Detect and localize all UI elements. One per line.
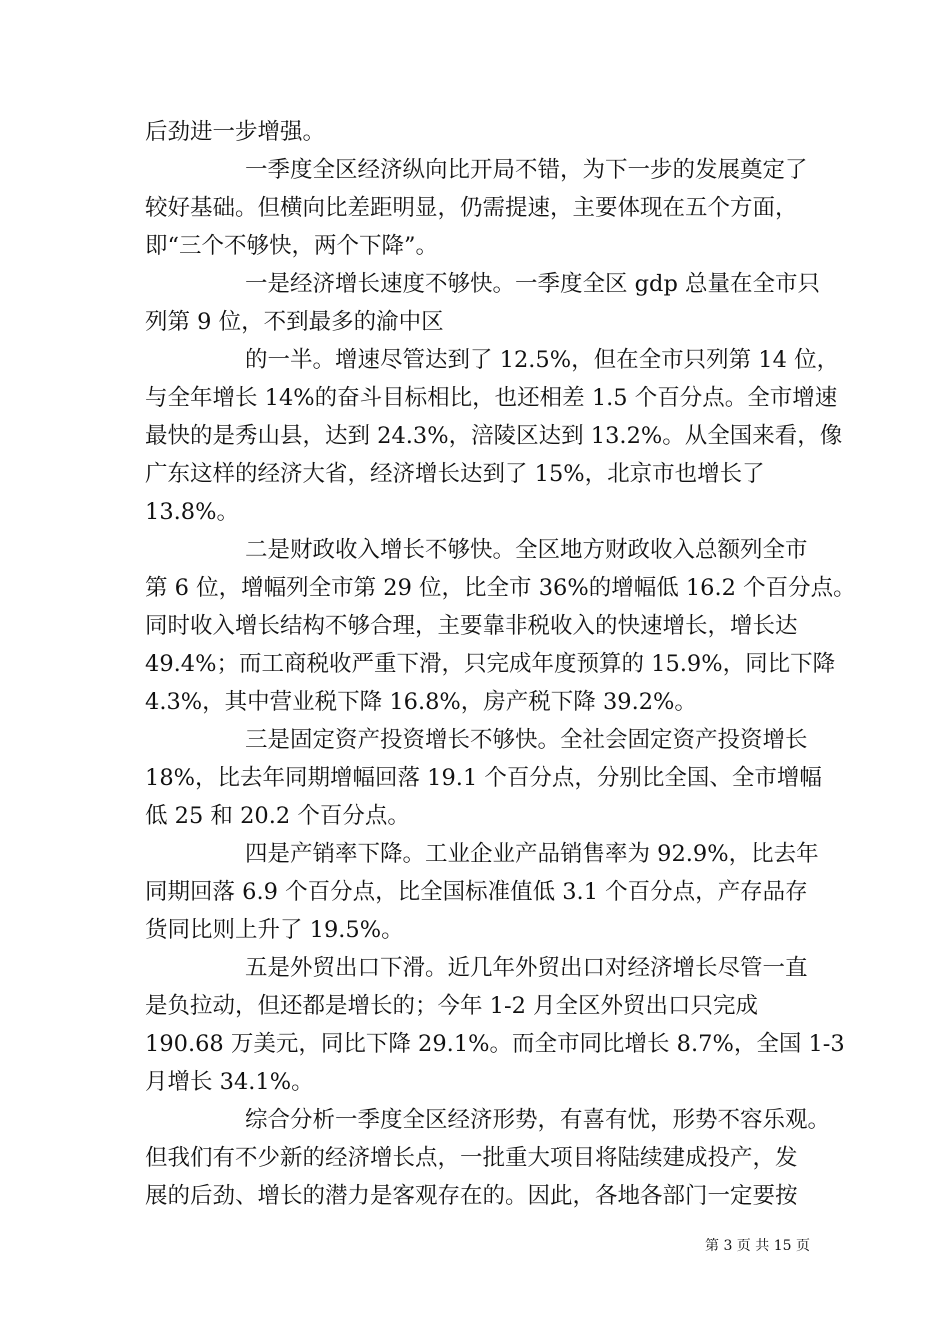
paragraph-line: 但我们有不少新的经济增长点，一批重大项目将陆续建成投产，发 bbox=[145, 1145, 798, 1171]
paragraph-line: 的一半。增速尽管达到了 12.5%，但在全市只列第 14 位， bbox=[245, 347, 840, 373]
paragraph-line: 三是固定资产投资增长不够快。全社会固定资产投资增长 bbox=[245, 727, 808, 753]
paragraph-line: 后劲进一步增强。 bbox=[145, 119, 326, 145]
paragraph-line: 展的后劲、增长的潜力是客观存在的。因此，各地各部门一定要按 bbox=[145, 1183, 798, 1209]
paragraph-line: 五是外贸出口下滑。近几年外贸出口对经济增长尽管一直 bbox=[245, 955, 808, 981]
paragraph-line: 是负拉动，但还都是增长的；今年 1-2 月全区外贸出口只完成 bbox=[145, 993, 759, 1019]
paragraph-line: 18%，比去年同期增幅回落 19.1 个百分点，分别比全国、全市增幅 bbox=[145, 765, 822, 791]
paragraph-line: 二是财政收入增长不够快。全区地方财政收入总额列全市 bbox=[245, 537, 808, 563]
paragraph-line: 一是经济增长速度不够快。一季度全区 gdp 总量在全市只 bbox=[245, 271, 821, 297]
paragraph-line: 较好基础。但横向比差距明显，仍需提速，主要体现在五个方面， bbox=[145, 195, 798, 221]
paragraph-line: 4.3%，其中营业税下降 16.8%，房产税下降 39.2%。 bbox=[145, 689, 697, 715]
paragraph-line: 月增长 34.1%。 bbox=[145, 1069, 314, 1095]
paragraph-line: 与全年增长 14%的奋斗目标相比，也还相差 1.5 个百分点。全市增速 bbox=[145, 385, 838, 411]
paragraph-line: 190.68 万美元，同比下降 29.1%。而全市同比增长 8.7%，全国 1-3 bbox=[145, 1031, 845, 1057]
paragraph-line: 同时收入增长结构不够合理，主要靠非税收入的快速增长，增长达 bbox=[145, 613, 798, 639]
paragraph-line: 低 25 和 20.2 个百分点。 bbox=[145, 803, 410, 829]
paragraph-line: 一季度全区经济纵向比开局不错，为下一步的发展奠定了 bbox=[245, 157, 808, 183]
paragraph-line: 同期回落 6.9 个百分点，比全国标准值低 3.1 个百分点，产存品存 bbox=[145, 879, 808, 905]
page-number: 第 3 页 共 15 页 bbox=[705, 1238, 810, 1254]
paragraph-line: 四是产销率下降。工业企业产品销售率为 92.9%，比去年 bbox=[245, 841, 819, 867]
paragraph-line: 货同比则上升了 19.5%。 bbox=[145, 917, 404, 943]
paragraph-line: 第 6 位，增幅列全市第 29 位，比全市 36%的增幅低 16.2 个百分点。 bbox=[145, 575, 856, 601]
paragraph-line: 广东这样的经济大省，经济增长达到了 15%，北京市也增长了 bbox=[145, 461, 765, 487]
paragraph-line: 13.8%。 bbox=[145, 499, 239, 525]
paragraph-line: 综合分析一季度全区经济形势，有喜有忧，形势不容乐观。 bbox=[245, 1107, 831, 1133]
paragraph-line: 即“三个不够快，两个下降”。 bbox=[145, 233, 439, 259]
paragraph-line: 最快的是秀山县，达到 24.3%，涪陵区达到 13.2%。从全国来看，像 bbox=[145, 423, 843, 449]
paragraph-line: 列第 9 位，不到最多的渝中区 bbox=[145, 309, 444, 335]
paragraph-line: 49.4%；而工商税收严重下滑，只完成年度预算的 15.9%，同比下降 bbox=[145, 651, 836, 677]
